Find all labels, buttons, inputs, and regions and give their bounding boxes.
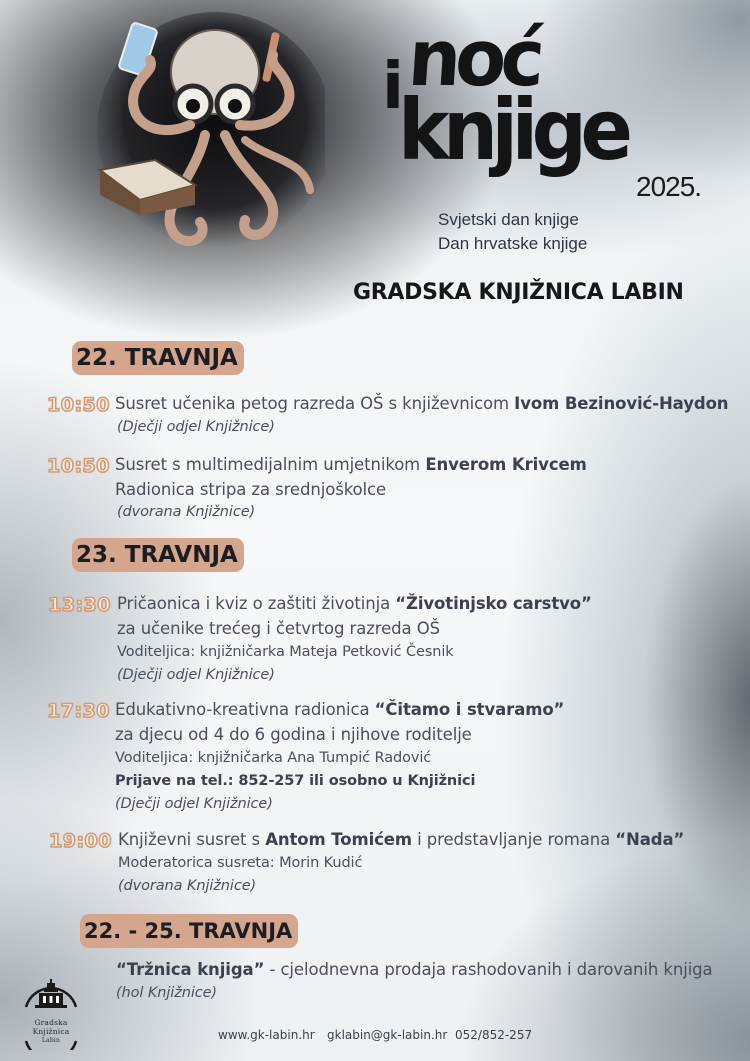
logo-line-2: Knjižnica — [32, 1027, 70, 1036]
footer-phone: 052/852-257 — [455, 1028, 533, 1042]
event-location: (Dječji odjel Knjižnice) — [117, 419, 275, 435]
event-title: Edukativno-kreativna radionica “Čitamo i stvaramo” — [115, 700, 565, 719]
event-time: 10:50 — [47, 455, 110, 477]
event-title: Pričaonica i kviz o zaštiti životinja “Životinjsko carstvo” — [117, 594, 592, 613]
event-signup: Prijave na tel.: 852-257 ili osobno u Knjižnici — [115, 773, 476, 789]
library-logo-text — [20, 1018, 82, 1045]
event-location: (dvorana Knjižnice) — [117, 504, 256, 520]
event-time: 10:50 — [47, 394, 110, 416]
footer-website[interactable]: www.gk-labin.hr — [218, 1028, 315, 1042]
title-noc: noć — [405, 14, 542, 104]
title-i: i — [382, 50, 404, 124]
octopus-illustration — [95, 10, 325, 260]
date-pill-22-25-april: 22. - 25. TRAVNJA — [80, 914, 298, 948]
logo-line-1: Gradska — [34, 1018, 68, 1027]
event-2 — [47, 455, 747, 525]
logo-line-3: Labin — [41, 1037, 61, 1044]
event-time: 19:00 — [49, 830, 112, 852]
event-time: 13:30 — [48, 594, 111, 616]
date-pill-22-april: 22. TRAVNJA — [72, 341, 244, 375]
event-leader: Moderatorica susreta: Morin Kudić — [118, 855, 363, 871]
subtitle-line-2: Dan hrvatske knjige — [438, 234, 588, 253]
event-location: (Dječji odjel Knjižnice) — [115, 796, 273, 812]
event-title: Susret s multimedijalnim umjetnikom Enverom Krivcem — [115, 455, 587, 474]
event-location: (dvorana Knjižnice) — [118, 878, 257, 894]
title-year: 2025. — [636, 171, 702, 202]
event-title: Književni susret s Antom Tomićem i predstavljanje romana “Nada” — [118, 830, 685, 849]
event-6 — [116, 960, 746, 1005]
event-5 — [49, 830, 749, 900]
library-name: GRADSKA KNJIŽNICA LABIN — [353, 280, 684, 305]
event-leader: Voditeljica: knjižničarka Ana Tumpić Radović — [115, 750, 432, 766]
event-subtitle: za djecu od 4 do 6 godina i njihove roditelje — [115, 725, 472, 744]
date-pill-23-april: 23. TRAVNJA — [72, 538, 244, 572]
subtitle-line-1: Svjetski dan knjige — [438, 210, 579, 229]
event-subtitle: za učenike trećeg i četvrtog razreda OŠ — [117, 619, 440, 638]
footer-email[interactable]: gklabin@gk-labin.hr — [327, 1028, 448, 1042]
event-3 — [48, 594, 748, 689]
event-leader: Voditeljica: knjižničarka Mateja Petković Česnik — [117, 644, 454, 660]
event-title: Susret učenika petog razreda OŠ s književnicom Ivom Bezinović-Haydon — [115, 394, 729, 413]
title-knjige: knjige — [398, 81, 627, 179]
subtitle — [438, 208, 587, 256]
event-subtitle: Radionica stripa za srednjoškolce — [115, 480, 387, 499]
event-location: (hol Knjižnice) — [116, 985, 217, 1001]
event-location: (Dječji odjel Knjižnice) — [117, 667, 275, 683]
event-title: “Tržnica knjiga” - cjelodnevna prodaja rashodovanih i darovanih knjiga — [116, 960, 713, 979]
event-4 — [47, 700, 747, 820]
event-1 — [47, 394, 747, 444]
event-time: 17:30 — [47, 700, 110, 722]
